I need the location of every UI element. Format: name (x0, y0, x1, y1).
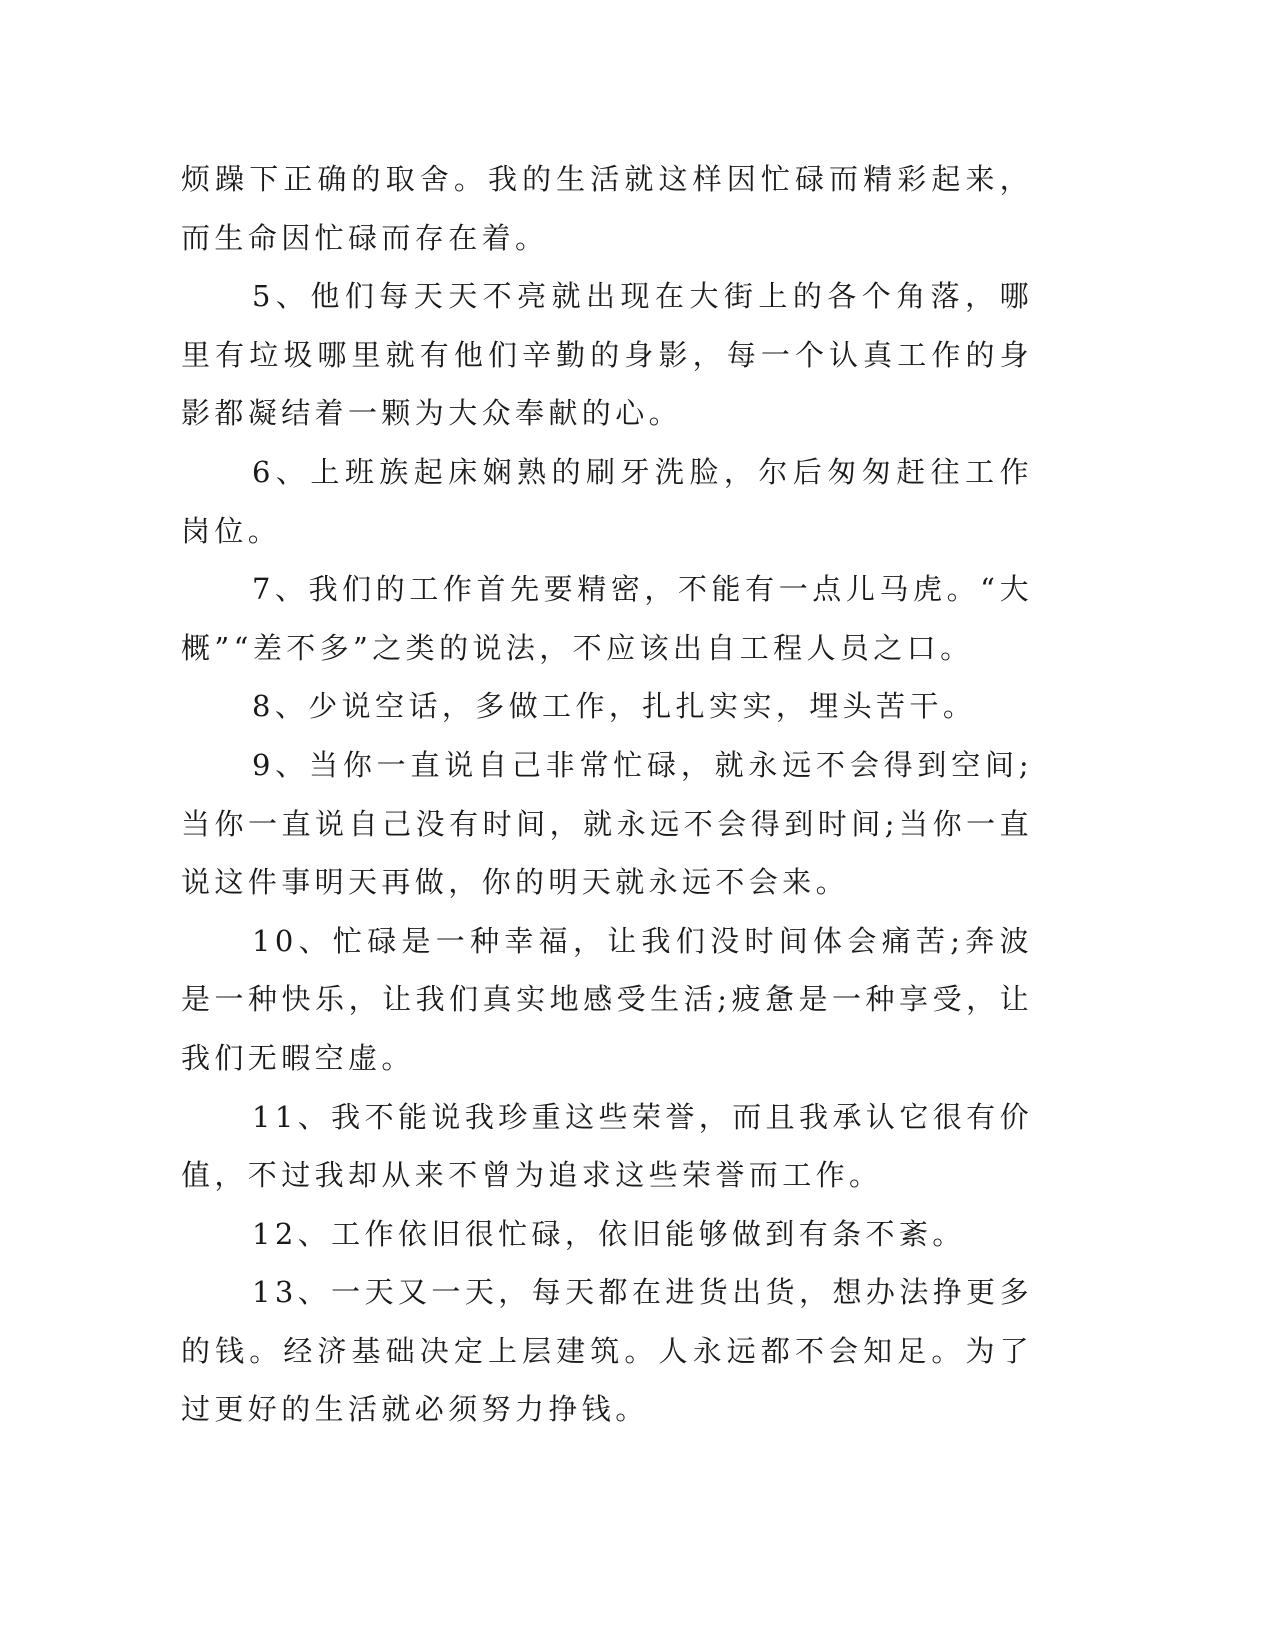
paragraph-item-10: 10、忙碌是一种幸福，让我们没时间体会痛苦;奔波是一种快乐，让我们真实地感受生活;疲惫是一种享受，让我们无暇空虚。 (181, 923, 1033, 1075)
paragraph-item-7: 7、我们的工作首先要精密，不能有一点儿马虎。“大概”“差不多”之类的说法，不应该出自工程人员之口。 (181, 572, 1033, 665)
paragraph-item-8: 8、少说空话，多做工作，扎扎实实，埋头苦干。 (252, 689, 977, 724)
paragraph-continuation: 烦躁下正确的取舍。我的生活就这样因忙碌而精彩起来，而生命因忙碌而存在着。 (181, 162, 1033, 255)
paragraph-item-5: 5、他们每天天不亮就出现在大街上的各个角落，哪里有垃圾哪里就有他们辛勤的身影，每一个认真工作的身影都凝结着一颗为大众奉献的心。 (181, 279, 1033, 431)
paragraph-item-11: 11、我不能说我珍重这些荣誉，而且我承认它很有价值，不过我却从来不曾为追求这些荣誉而工作。 (181, 1099, 1033, 1193)
paragraph-item-6: 6、上班族起床娴熟的刷牙洗脸，尔后匆匆赶往工作岗位。 (181, 454, 1033, 548)
paragraph-item-13: 13、一天又一天，每天都在进货出货，想办法挣更多的钱。经济基础决定上层建筑。人永远都不会知足。为了过更好的生活就必须努力挣钱。 (181, 1275, 1033, 1427)
document-body (181, 150, 1033, 1439)
paragraph-item-9: 9、当你一直说自己非常忙碌，就永远不会得到空间;当你一直说自己没有时间，就永远不会得到时间;当你一直说这件事明天再做，你的明天就永远不会来。 (181, 747, 1033, 900)
paragraph-item-12: 12、工作依旧很忙碌，依旧能够做到有条不紊。 (252, 1216, 966, 1251)
